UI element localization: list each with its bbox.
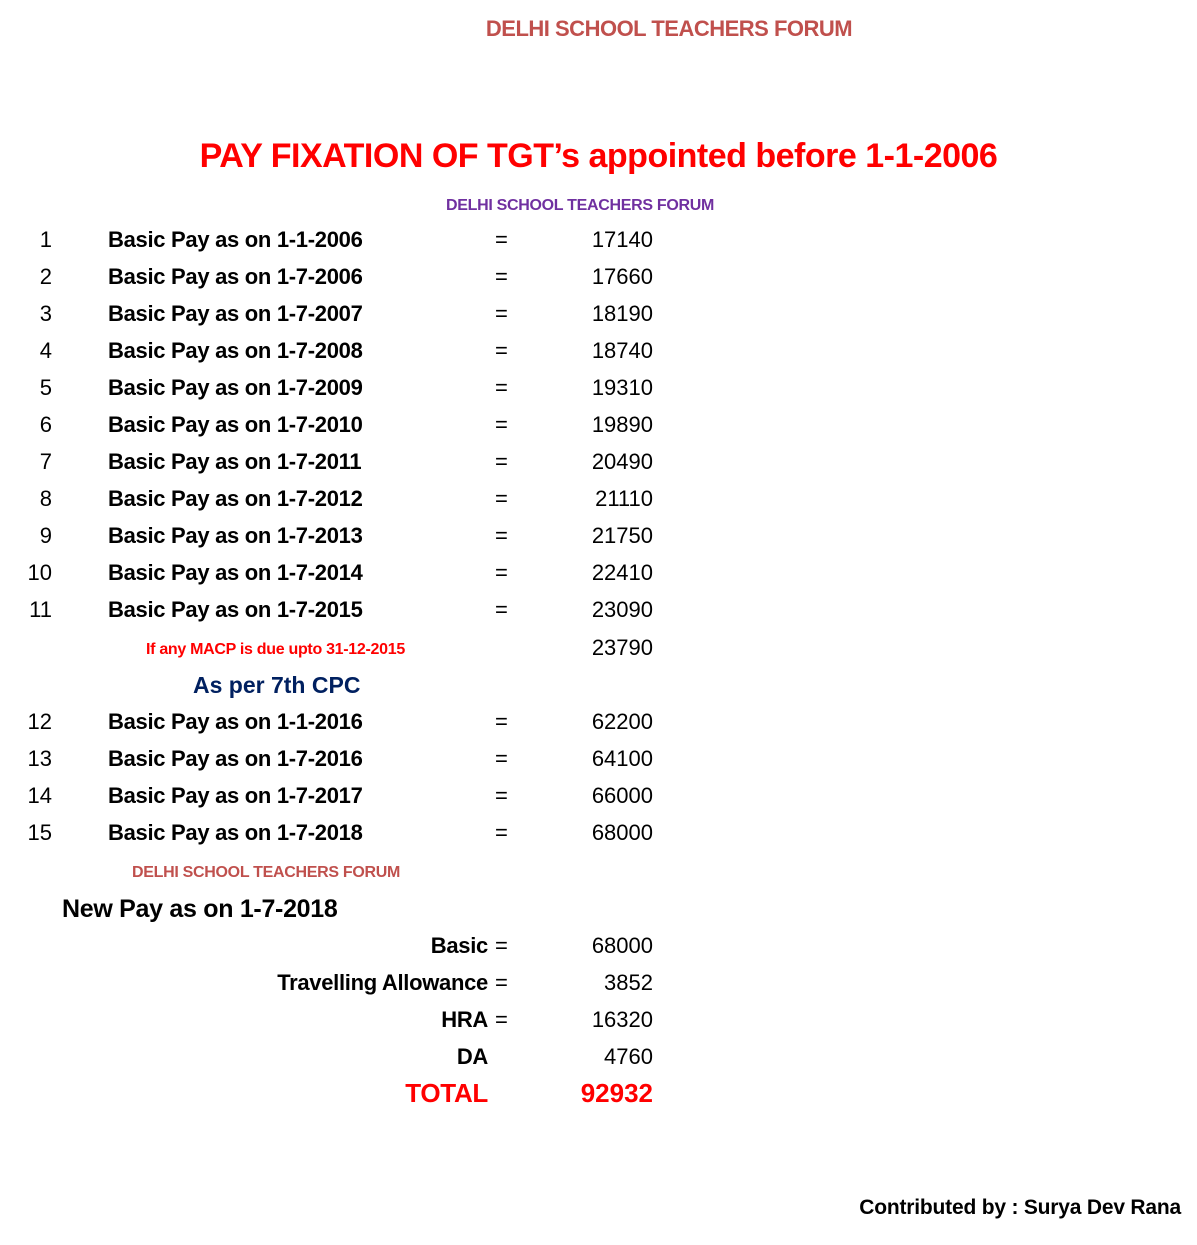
row-value: 22410 xyxy=(591,560,653,585)
equals-sign: = xyxy=(495,523,508,548)
equals-sign: = xyxy=(495,560,508,585)
equals-sign: = xyxy=(495,412,508,437)
table-row xyxy=(0,820,700,857)
table-row xyxy=(0,449,700,486)
equals-sign: = xyxy=(495,709,508,734)
equals-sign: = xyxy=(495,820,508,845)
row-label: Basic Pay as on 1-7-2012 xyxy=(108,486,363,511)
row-number: 7 xyxy=(39,449,52,474)
macp-note: If any MACP is due upto 31-12-2015 xyxy=(146,641,405,658)
table-row xyxy=(0,746,700,783)
row-number: 1 xyxy=(39,227,52,252)
row-number: 3 xyxy=(39,301,52,326)
cpc-heading: As per 7th CPC xyxy=(193,672,361,698)
row-label: Basic Pay as on 1-7-2014 xyxy=(108,560,363,585)
row-label: Basic Pay as on 1-7-2011 xyxy=(108,449,362,474)
macp-value: 23790 xyxy=(591,635,653,660)
row-value: 66000 xyxy=(591,783,653,808)
row-number: 13 xyxy=(27,746,52,771)
row-label: Basic Pay as on 1-7-2006 xyxy=(108,264,363,289)
row-value: 17140 xyxy=(591,227,653,252)
row-label: Basic Pay as on 1-7-2007 xyxy=(108,301,363,326)
equals-sign: = xyxy=(495,933,508,958)
table-row xyxy=(0,264,700,301)
summary-value: 4760 xyxy=(604,1044,653,1069)
new-pay-heading: New Pay as on 1-7-2018 xyxy=(62,895,338,923)
contributor: Contributed by : Surya Dev Rana xyxy=(859,1196,1181,1219)
row-value: 62200 xyxy=(591,709,653,734)
row-value: 21750 xyxy=(591,523,653,548)
row-number: 11 xyxy=(29,597,52,622)
table-row xyxy=(0,338,700,375)
equals-sign: = xyxy=(495,227,508,252)
row-value: 21110 xyxy=(595,486,653,511)
forum-header: DELHI SCHOOL TEACHERS FORUM xyxy=(485,16,853,41)
table-row xyxy=(0,412,700,449)
page-title: PAY FIXATION OF TGT’s appointed before 1-1-2006 xyxy=(199,137,998,175)
summary-value: 3852 xyxy=(604,970,653,995)
table-row xyxy=(0,783,700,820)
forum-subheader: DELHI SCHOOL TEACHERS FORUM xyxy=(445,197,715,214)
equals-sign: = xyxy=(495,449,508,474)
row-value: 17660 xyxy=(591,264,653,289)
summary-label: Travelling Allowance xyxy=(277,970,488,995)
equals-sign: = xyxy=(495,301,508,326)
row-number: 10 xyxy=(27,560,52,585)
row-number: 4 xyxy=(39,338,52,363)
summary-label: HRA xyxy=(441,1007,488,1032)
equals-sign: = xyxy=(495,486,508,511)
equals-sign: = xyxy=(495,783,508,808)
row-label: Basic Pay as on 1-7-2017 xyxy=(108,783,363,808)
row-number: 9 xyxy=(39,523,52,548)
summary-label: DA xyxy=(456,1044,488,1069)
row-label: Basic Pay as on 1-7-2013 xyxy=(108,523,363,548)
row-value: 18740 xyxy=(591,338,653,363)
summary-label: Basic xyxy=(430,933,488,958)
row-label: Basic Pay as on 1-7-2009 xyxy=(108,375,363,400)
total-row xyxy=(0,1078,700,1115)
row-label: Basic Pay as on 1-7-2016 xyxy=(108,746,363,771)
forum-footer-label: DELHI SCHOOL TEACHERS FORUM xyxy=(132,864,401,881)
row-number: 12 xyxy=(27,709,52,734)
table-row xyxy=(0,301,700,338)
summary-row xyxy=(0,1044,700,1081)
row-label: Basic Pay as on 1-7-2010 xyxy=(108,412,363,437)
row-value: 19890 xyxy=(591,412,653,437)
summary-row xyxy=(0,970,700,1007)
row-number: 8 xyxy=(39,486,52,511)
equals-sign: = xyxy=(495,970,508,995)
table-row xyxy=(0,523,700,560)
summary-value: 68000 xyxy=(591,933,653,958)
row-number: 2 xyxy=(39,264,52,289)
equals-sign: = xyxy=(495,597,508,622)
total-label: TOTAL xyxy=(405,1078,488,1108)
row-number: 6 xyxy=(39,412,52,437)
summary-row xyxy=(0,933,700,970)
table-row xyxy=(0,375,700,412)
row-value: 68000 xyxy=(591,820,653,845)
row-value: 23090 xyxy=(591,597,653,622)
row-number: 14 xyxy=(27,783,52,808)
row-value: 64100 xyxy=(591,746,653,771)
equals-sign: = xyxy=(495,338,508,363)
equals-sign: = xyxy=(495,264,508,289)
total-value: 92932 xyxy=(580,1078,653,1108)
row-value: 18190 xyxy=(591,301,653,326)
equals-sign: = xyxy=(495,1007,508,1032)
table-row xyxy=(0,709,700,746)
row-label: Basic Pay as on 1-7-2015 xyxy=(108,597,363,622)
row-label: Basic Pay as on 1-1-2016 xyxy=(108,709,363,734)
row-number: 5 xyxy=(39,375,52,400)
table-row xyxy=(0,486,700,523)
summary-value: 16320 xyxy=(591,1007,653,1032)
table-row xyxy=(0,597,700,634)
row-label: Basic Pay as on 1-7-2008 xyxy=(108,338,363,363)
equals-sign: = xyxy=(495,375,508,400)
row-label: Basic Pay as on 1-1-2006 xyxy=(108,227,363,252)
row-value: 20490 xyxy=(591,449,653,474)
table-row xyxy=(0,560,700,597)
equals-sign: = xyxy=(495,746,508,771)
table-row xyxy=(0,227,700,264)
row-label: Basic Pay as on 1-7-2018 xyxy=(108,820,363,845)
row-value: 19310 xyxy=(591,375,653,400)
row-number: 15 xyxy=(27,820,52,845)
summary-row xyxy=(0,1007,700,1044)
